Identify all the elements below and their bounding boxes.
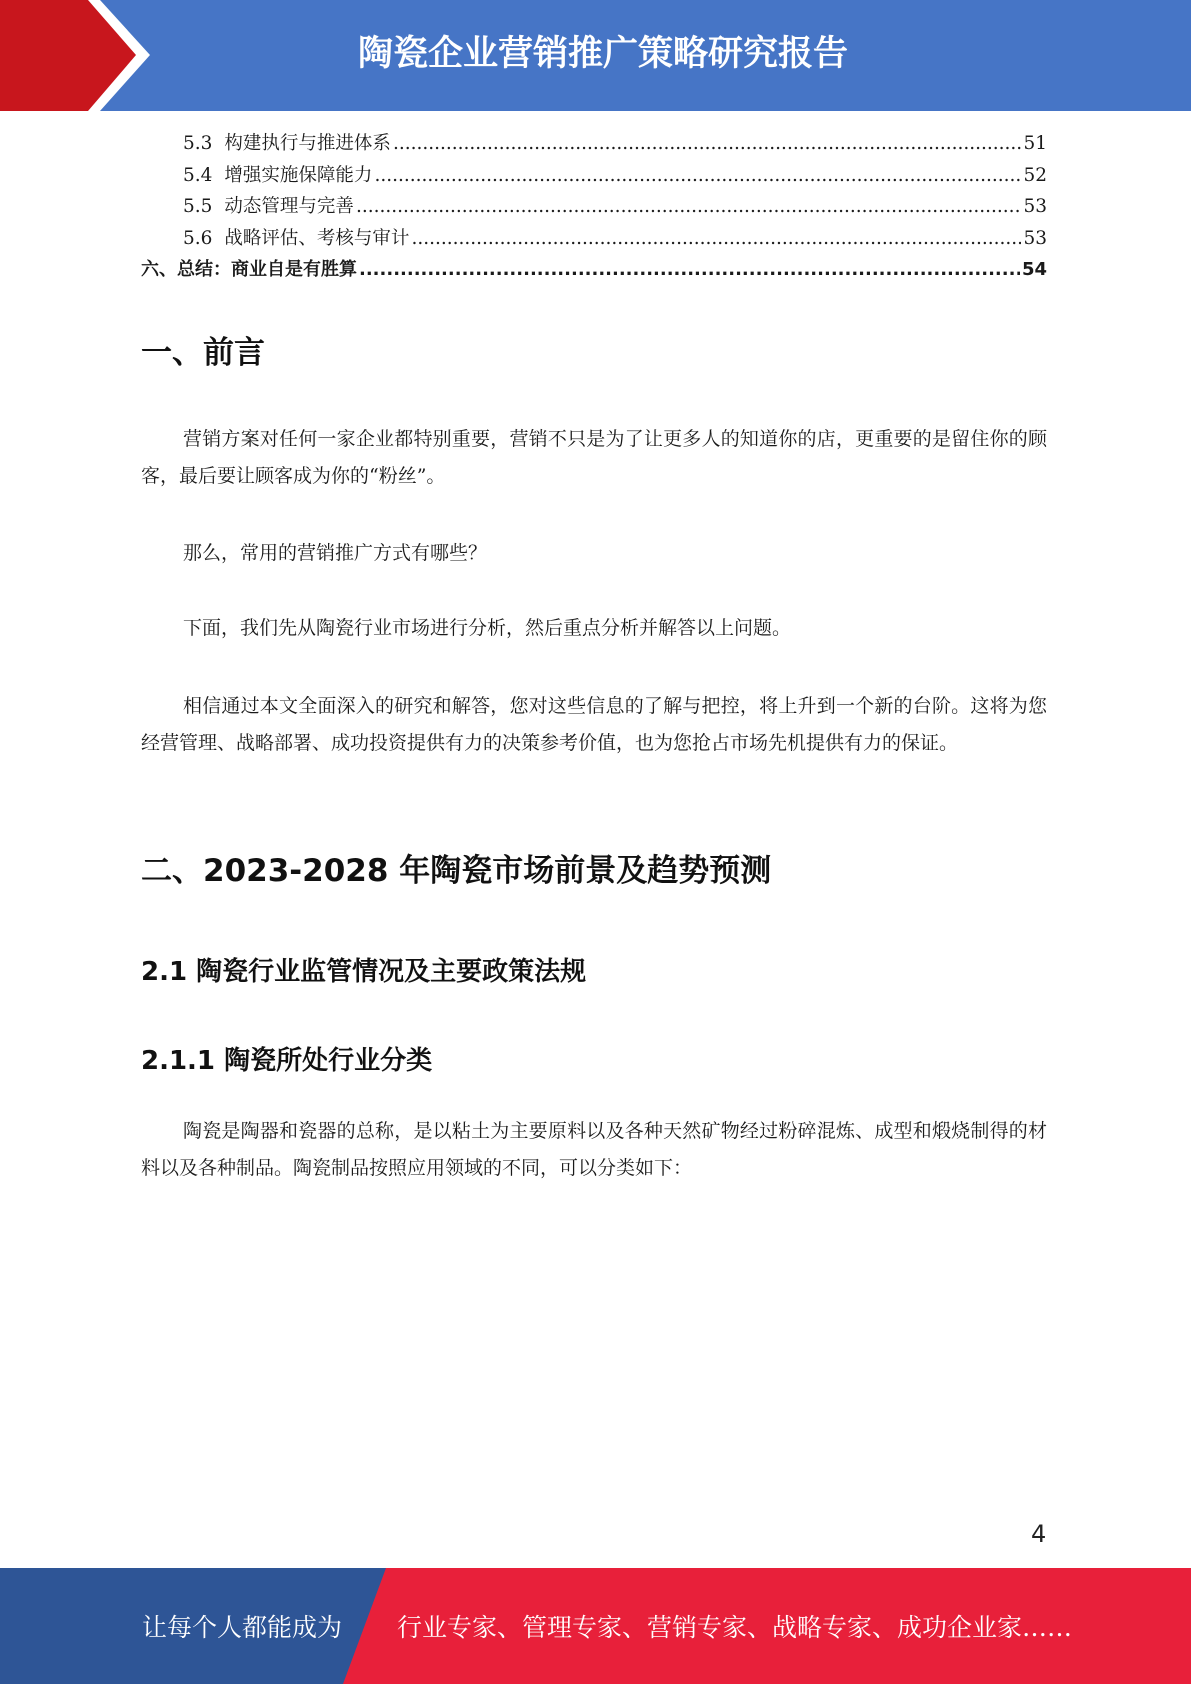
subsection-heading-regulation: 2.1 陶瓷行业监管情况及主要政策法规: [141, 957, 587, 987]
toc-entry-number: 5.5: [183, 196, 213, 217]
toc-entry-label: 战略评估、考核与审计: [224, 227, 410, 249]
toc-entry[interactable]: [141, 254, 1047, 286]
table-of-contents: [141, 128, 1047, 286]
toc-leader-dots: [356, 191, 1022, 223]
toc-entry[interactable]: [141, 160, 1047, 192]
toc-entry-page: 54: [1021, 259, 1047, 280]
toc-entry-label: 六、总结：商业自是有胜算: [141, 259, 357, 280]
subsection-heading-classification: 2.1.1 陶瓷所处行业分类: [141, 1046, 433, 1076]
toc-entry-page: 52: [1023, 164, 1047, 186]
toc-entry-page: 53: [1023, 227, 1047, 249]
toc-entry-number: 5.3: [183, 133, 213, 154]
toc-entry-label: 构建执行与推进体系: [224, 133, 391, 154]
toc-entry-label: 增强实施保障能力: [224, 164, 373, 186]
footer-slogan-right: 行业专家、管理专家、营销专家、战略专家、成功企业家……: [397, 1613, 1073, 1642]
toc-entry-label: 动态管理与完善: [224, 196, 354, 217]
toc-entry[interactable]: [141, 223, 1047, 255]
toc-entry-number: 5.6: [183, 227, 213, 249]
toc-entry[interactable]: [141, 191, 1047, 223]
page-header: [0, 0, 1191, 111]
toc-entry[interactable]: [141, 128, 1047, 160]
page-number: 4: [1031, 1520, 1047, 1548]
paragraph: 那么，常用的营销推广方式有哪些？: [183, 542, 488, 564]
paragraph: 陶瓷是陶器和瓷器的总称，是以粘土为主要原料以及各种天然矿物经过粉碎混炼、成型和煅烧制得的材料以及各种制品。陶瓷制品按照应用领域的不同，可以分类如下：: [141, 1120, 1047, 1179]
page-footer: [0, 1568, 1191, 1684]
section-heading-market-outlook: 二、2023-2028 年陶瓷市场前景及趋势预测: [141, 853, 772, 889]
footer-slogan-left: 让每个人都能成为: [142, 1613, 343, 1642]
toc-entry-page: 51: [1023, 133, 1047, 154]
paragraph: 下面，我们先从陶瓷行业市场进行分析，然后重点分析并解答以上问题。: [183, 617, 792, 639]
toc-leader-dots: [411, 223, 1021, 255]
paragraph: 相信通过本文全面深入的研究和解答，您对这些信息的了解与把控，将上升到一个新的台阶。这将为您经营管理、战略部署、成功投资提供有力的决策参考价值，也为您抢占市场先机提供有力的保证。: [141, 695, 1047, 754]
section-heading-preface: 一、前言: [141, 335, 265, 371]
paragraph: 营销方案对任何一家企业都特别重要，营销不只是为了让更多人的知道你的店，更重要的是留住你的顾客，最后要让顾客成为你的“粉丝”。: [141, 428, 1047, 487]
toc-leader-dots: [393, 128, 1022, 160]
report-title: 陶瓷企业营销推广策略研究报告: [357, 34, 848, 74]
toc-leader-dots: [359, 254, 1020, 286]
toc-entry-page: 53: [1023, 196, 1047, 217]
toc-leader-dots: [374, 160, 1021, 192]
toc-entry-number: 5.4: [183, 164, 213, 186]
